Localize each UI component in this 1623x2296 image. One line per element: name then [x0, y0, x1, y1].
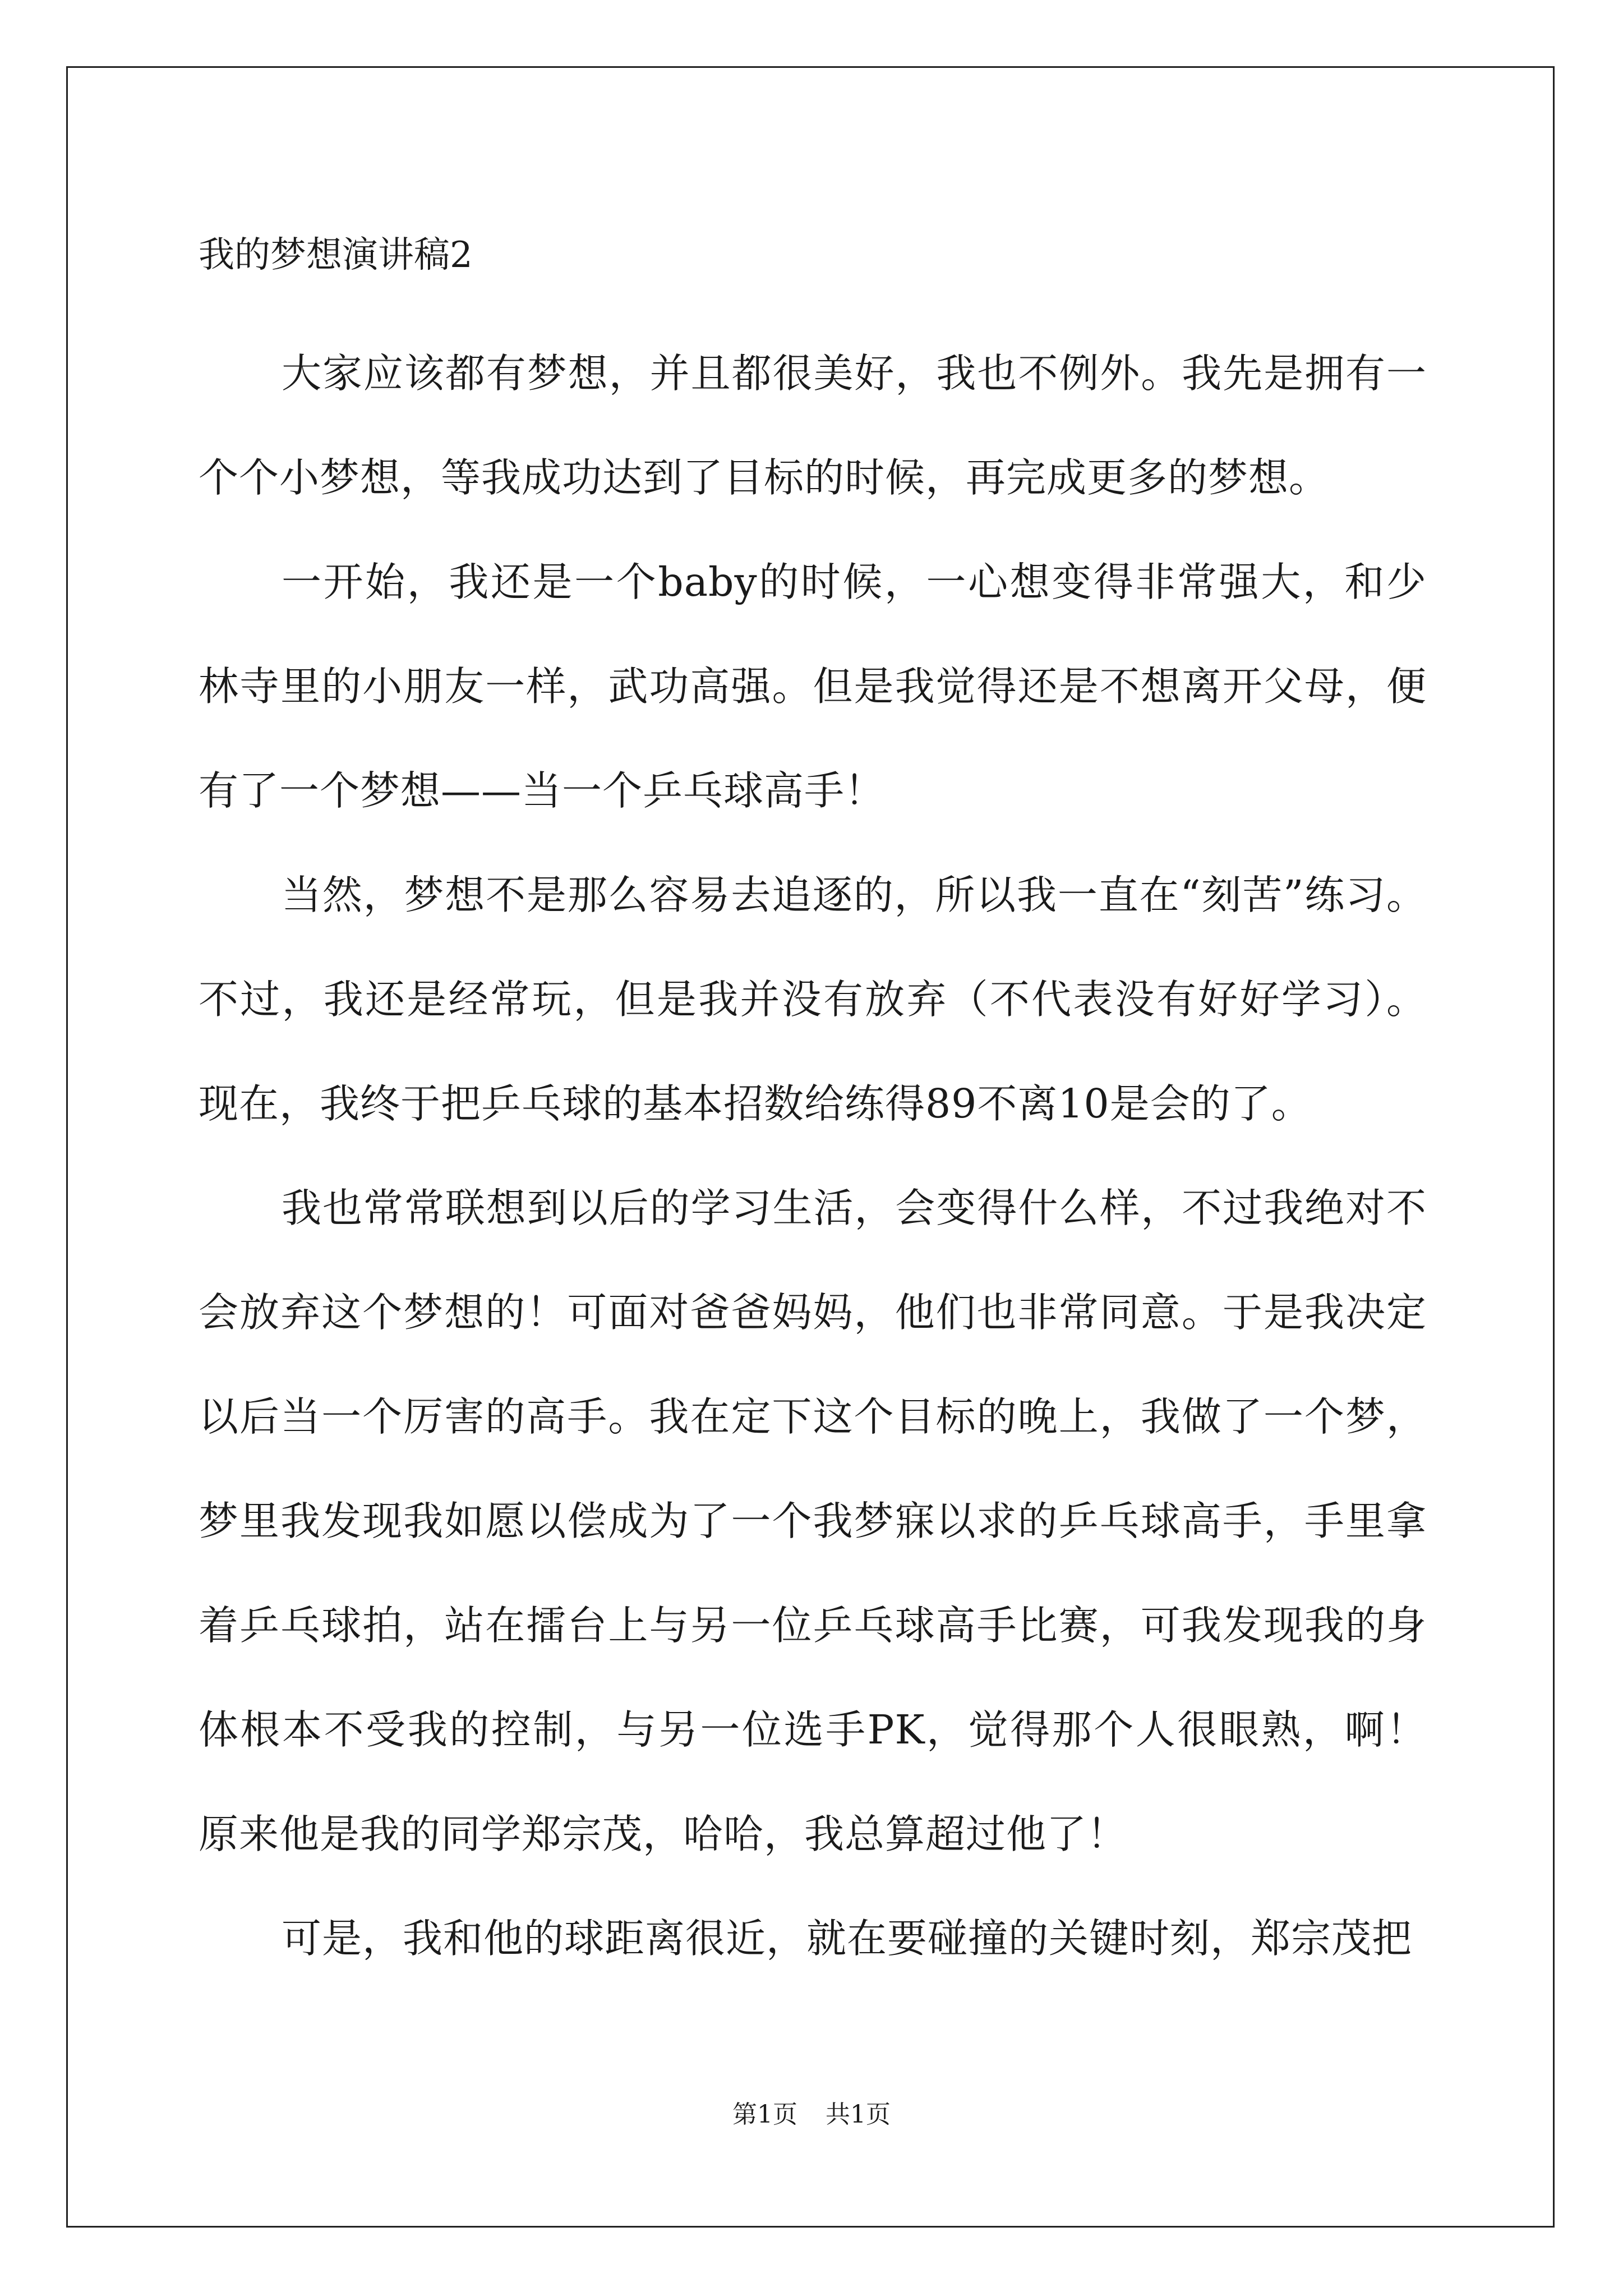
paragraph-4: 我也常常联想到以后的学习生活，会变得什么样，不过我绝对不会放弃这个梦想的！可面对爸爸妈妈，他们也非常同意。于是我决定以后当一个厉害的高手。我在定下这个目标的晚上，我做了一个梦，梦里我发现我如愿以偿成为了一个我梦寐以求的乒乓球高手，手里拿着乒乓球拍，站在擂台上与另一位乒乓球高手比赛，可我发现我的身体根本不受我的控制，与另一位选手PK，觉得那个人很眼熟，啊！原来他是我的同学郑宗茂，哈哈，我总算超过他了！: [199, 1185, 1427, 1857]
paragraph-5: 可是，我和他的球距离很近，就在要碰撞的关键时刻，郑宗茂把: [282, 1915, 1413, 1962]
page-footer: [0, 2098, 1623, 2132]
document-body: [199, 222, 1427, 1991]
paragraph-1: 大家应该都有梦想，并且都很美好，我也不例外。我先是拥有一个个小梦想，等我成功达到了目标的时候，再完成更多的梦想。: [199, 350, 1427, 501]
page-number: 第1页: [732, 2100, 797, 2129]
paragraph-2: 一开始，我还是一个baby的时候，一心想变得非常强大，和少林寺里的小朋友一样，武功高强。但是我觉得还是不想离开父母，便有了一个梦想——当一个乒乓球高手！: [199, 559, 1427, 814]
document-title: 我的梦想演讲稿2: [199, 234, 473, 276]
paragraph-3: 当然，梦想不是那么容易去追逐的，所以我一直在“刻苦”练习。不过，我还是经常玩，但是我并没有放弃（不代表没有好好学习）。现在，我终于把乒乓球的基本招数给练得89不离10是会的了。: [199, 872, 1427, 1127]
page-total: 共1页: [826, 2100, 891, 2129]
